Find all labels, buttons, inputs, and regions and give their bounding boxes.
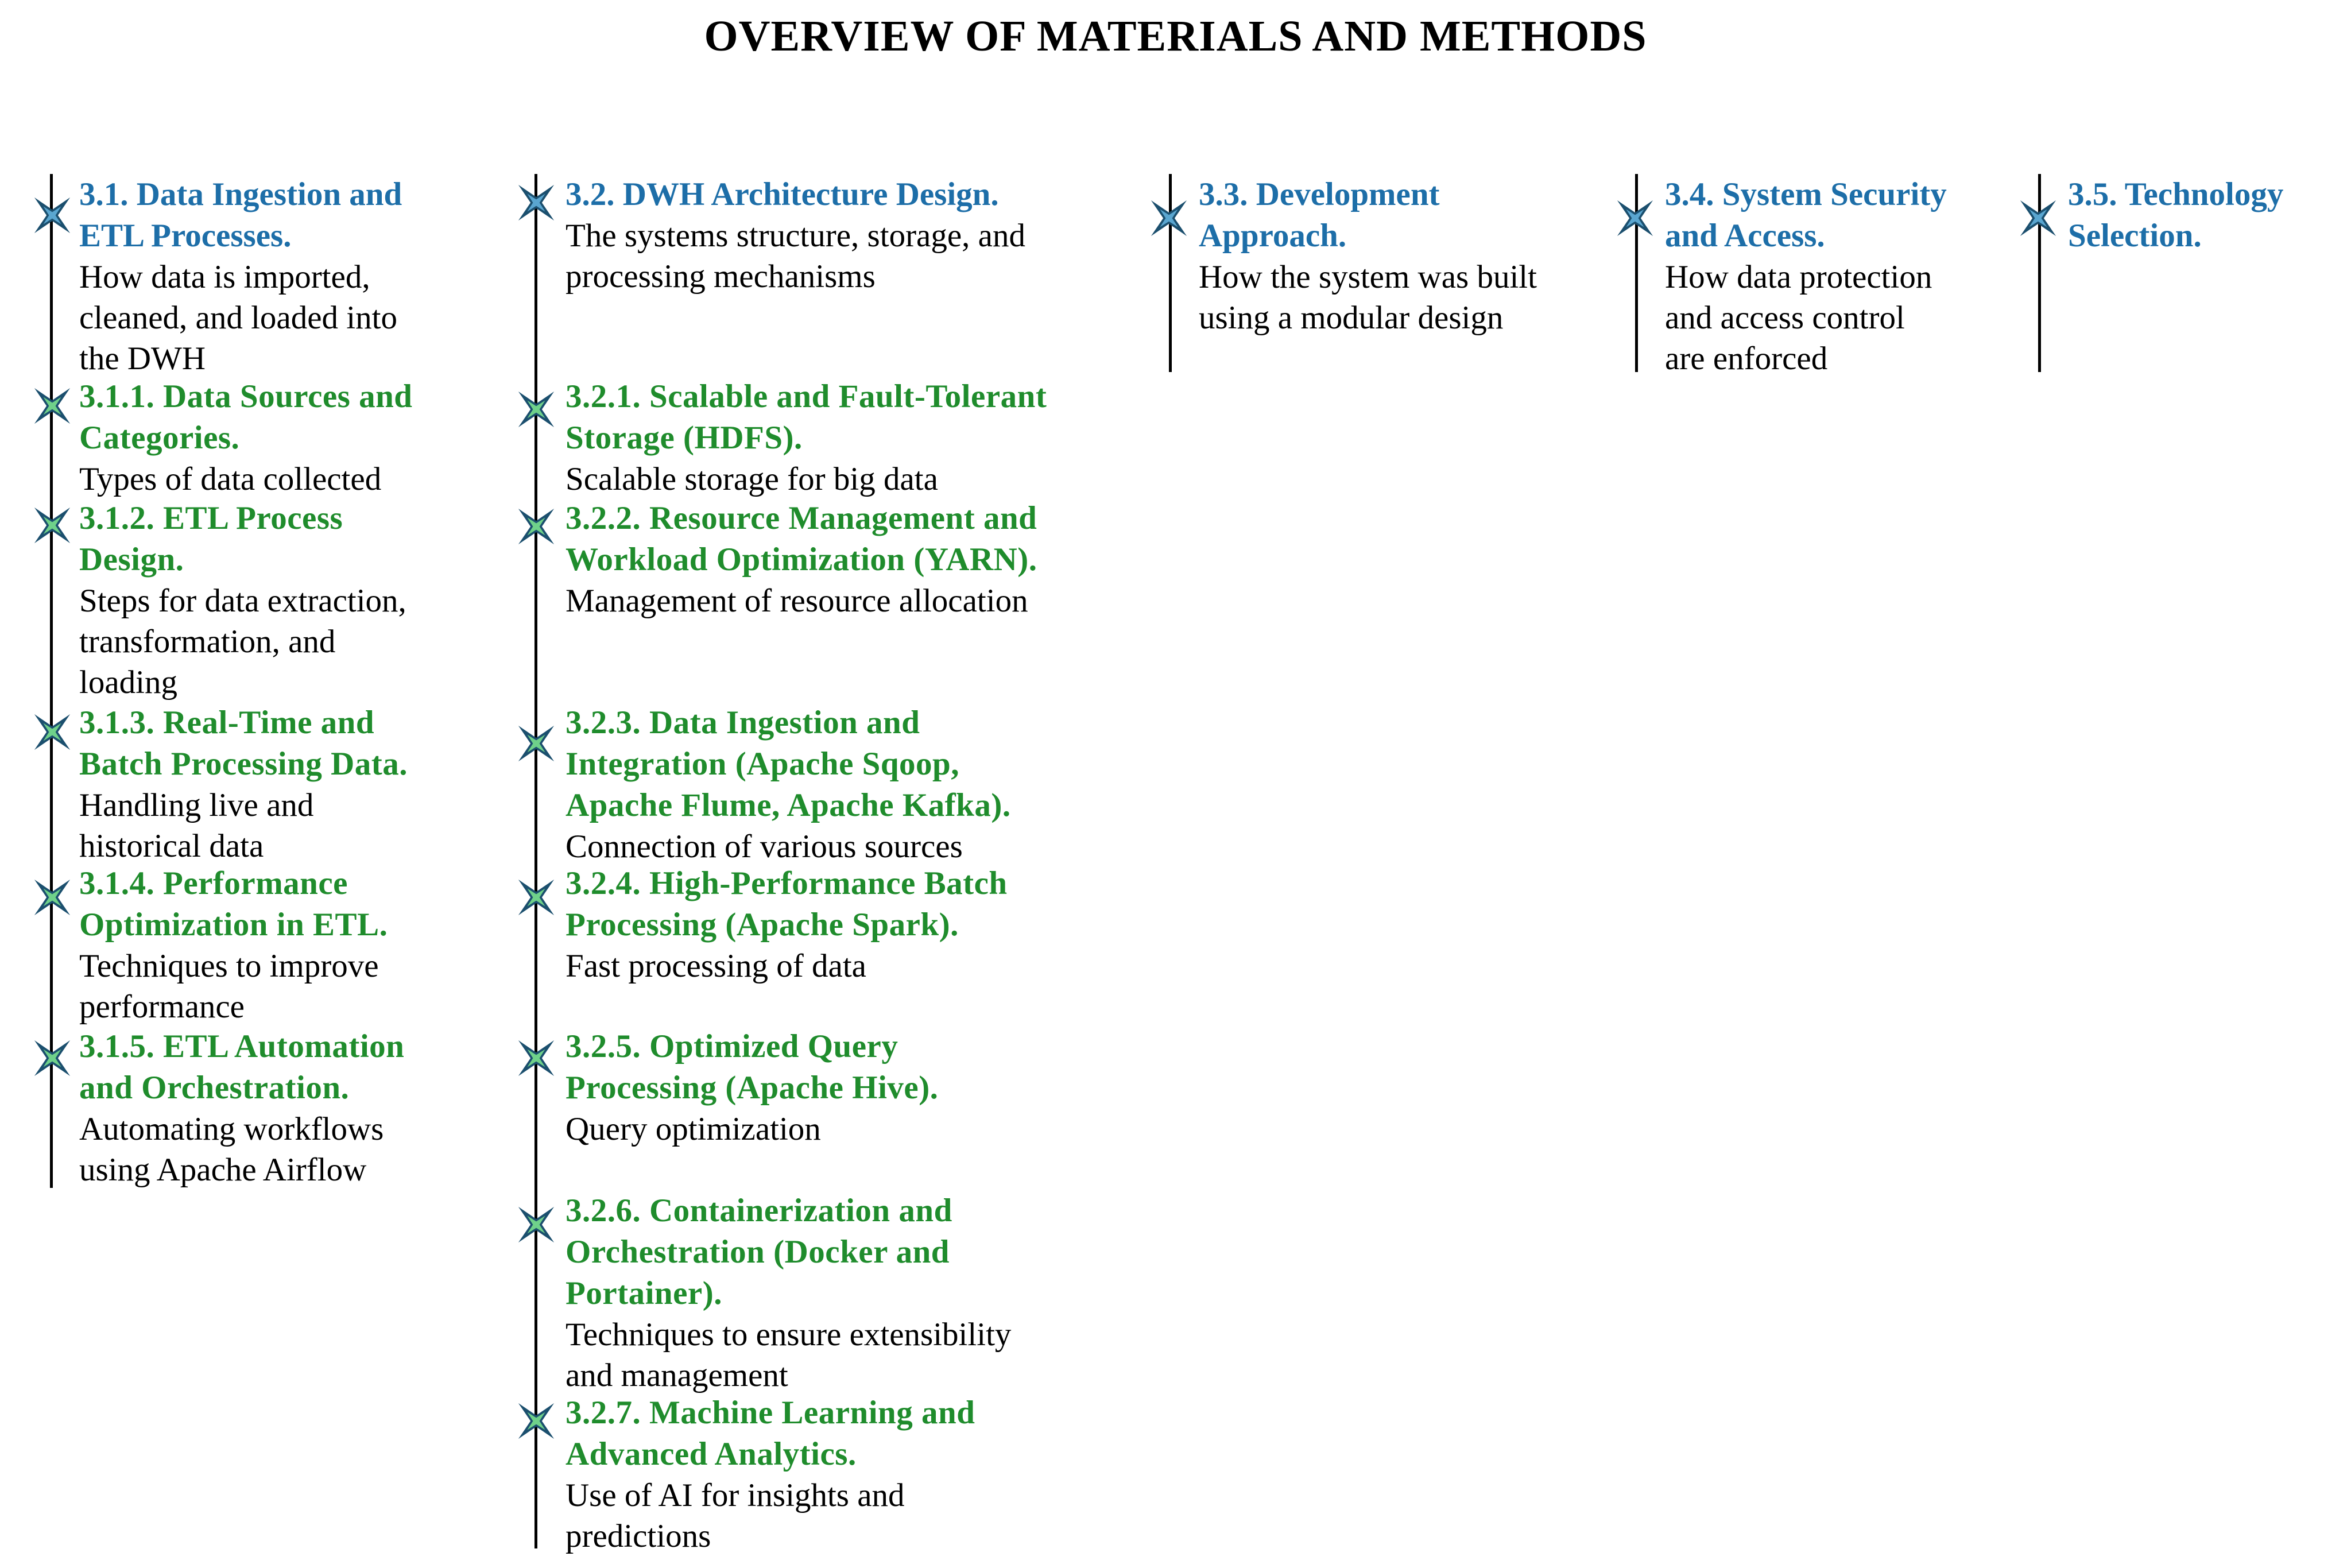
section-description: How data is imported, cleaned, and loaded into the DWH <box>79 259 397 377</box>
section-title: 3.2. DWH Architecture Design. <box>566 176 999 212</box>
star-marker-icon <box>508 1029 565 1087</box>
star-marker-icon <box>508 174 565 231</box>
subsection-title: 3.2.4. High-Performance Batch Processing (Apache Spark). <box>566 865 1008 943</box>
section-description: How the system was built using a modular design <box>1199 259 1537 336</box>
star-marker-icon <box>24 869 81 926</box>
section-description: The systems structure, storage, and processing mechanisms <box>566 218 1025 295</box>
subsection-3-2-2 <box>566 498 1174 621</box>
section-3-2 <box>566 174 1163 297</box>
star-marker-icon <box>24 497 81 554</box>
subsection-title: 3.1.2. ETL Process Design. <box>79 500 343 578</box>
subsection-description: Connection of various sources <box>566 828 963 865</box>
section-description: How data protection and access control are enforced <box>1665 259 1932 377</box>
subsection-description: Query optimization <box>566 1111 821 1147</box>
subsection-description: Techniques to ensure extensibility and management <box>566 1317 1012 1393</box>
subsection-3-2-1 <box>566 376 1174 500</box>
subsection-title: 3.2.6. Containerization and Orchestration (Docker and Portainer). <box>566 1193 952 1311</box>
star-marker-icon <box>1606 189 1664 247</box>
subsection-description: Steps for data extraction, transformation, and loading <box>79 583 406 700</box>
subsection-description: Fast processing of data <box>566 948 866 984</box>
section-3-5 <box>2068 174 2344 257</box>
subsection-title: 3.2.7. Machine Learning and Advanced Analytics. <box>566 1395 975 1472</box>
star-marker-icon <box>24 1029 81 1087</box>
subsection-description: Automating workflows using Apache Airflow <box>79 1111 384 1188</box>
subsection-description: Handling live and historical data <box>79 787 314 864</box>
subsection-title: 3.1.4. Performance Optimization in ETL. <box>79 865 388 943</box>
star-marker-icon <box>508 1196 565 1253</box>
subsection-3-1-1 <box>79 376 527 500</box>
subsection-3-2-7 <box>566 1392 1174 1557</box>
subsection-title: 3.2.1. Scalable and Fault-Tolerant Storage (HDFS). <box>566 378 1047 456</box>
subsection-description: Techniques to improve performance <box>79 948 379 1025</box>
subsection-description: Management of resource allocation <box>566 583 1028 619</box>
section-title: 3.1. Data Ingestion and ETL Processes. <box>79 176 402 254</box>
subsection-3-2-5 <box>566 1026 1174 1149</box>
page-title: OVERVIEW OF MATERIALS AND METHODS <box>704 12 1647 60</box>
subsection-3-2-4 <box>566 863 1174 986</box>
subsection-title: 3.2.2. Resource Management and Workload Optimization (YARN). <box>566 500 1037 578</box>
subsection-3-1-3 <box>79 702 539 866</box>
section-title: 3.4. System Security and Access. <box>1665 176 1947 254</box>
star-marker-icon <box>24 703 81 761</box>
section-3-4 <box>1665 174 2044 379</box>
subsection-description: Scalable storage for big data <box>566 461 938 497</box>
star-marker-icon <box>2009 189 2067 247</box>
section-3-1 <box>79 174 516 379</box>
star-marker-icon <box>1140 189 1198 247</box>
section-3-3 <box>1199 174 1635 338</box>
subsection-3-1-4 <box>79 863 527 1027</box>
subsection-title: 3.1.5. ETL Automation and Orchestration. <box>79 1028 405 1106</box>
star-marker-icon <box>24 187 81 244</box>
subsection-3-2-6 <box>566 1190 1174 1396</box>
section-title: 3.5. Technology Selection. <box>2068 176 2284 254</box>
subsection-title: 3.2.3. Data Ingestion and Integration (Apache Sqoop, Apache Flume, Apache Kafka). <box>566 704 1011 823</box>
subsection-title: 3.1.3. Real-Time and Batch Processing Data. <box>79 704 408 782</box>
star-marker-icon <box>508 1392 565 1450</box>
star-marker-icon <box>508 498 565 555</box>
subsection-3-1-5 <box>79 1026 527 1190</box>
star-marker-icon <box>508 381 565 438</box>
subsection-3-2-3 <box>566 702 1174 867</box>
subsection-title: 3.1.1. Data Sources and Categories. <box>79 378 413 456</box>
section-title: 3.3. Development Approach. <box>1199 176 1440 254</box>
subsection-description: Use of AI for insights and predictions <box>566 1477 905 1554</box>
subsection-title: 3.2.5. Optimized Query Processing (Apache Hive). <box>566 1028 939 1106</box>
subsection-description: Types of data collected <box>79 461 382 497</box>
star-marker-icon <box>508 869 565 926</box>
star-marker-icon <box>508 715 565 772</box>
subsection-3-1-2 <box>79 498 527 703</box>
star-marker-icon <box>24 377 81 435</box>
